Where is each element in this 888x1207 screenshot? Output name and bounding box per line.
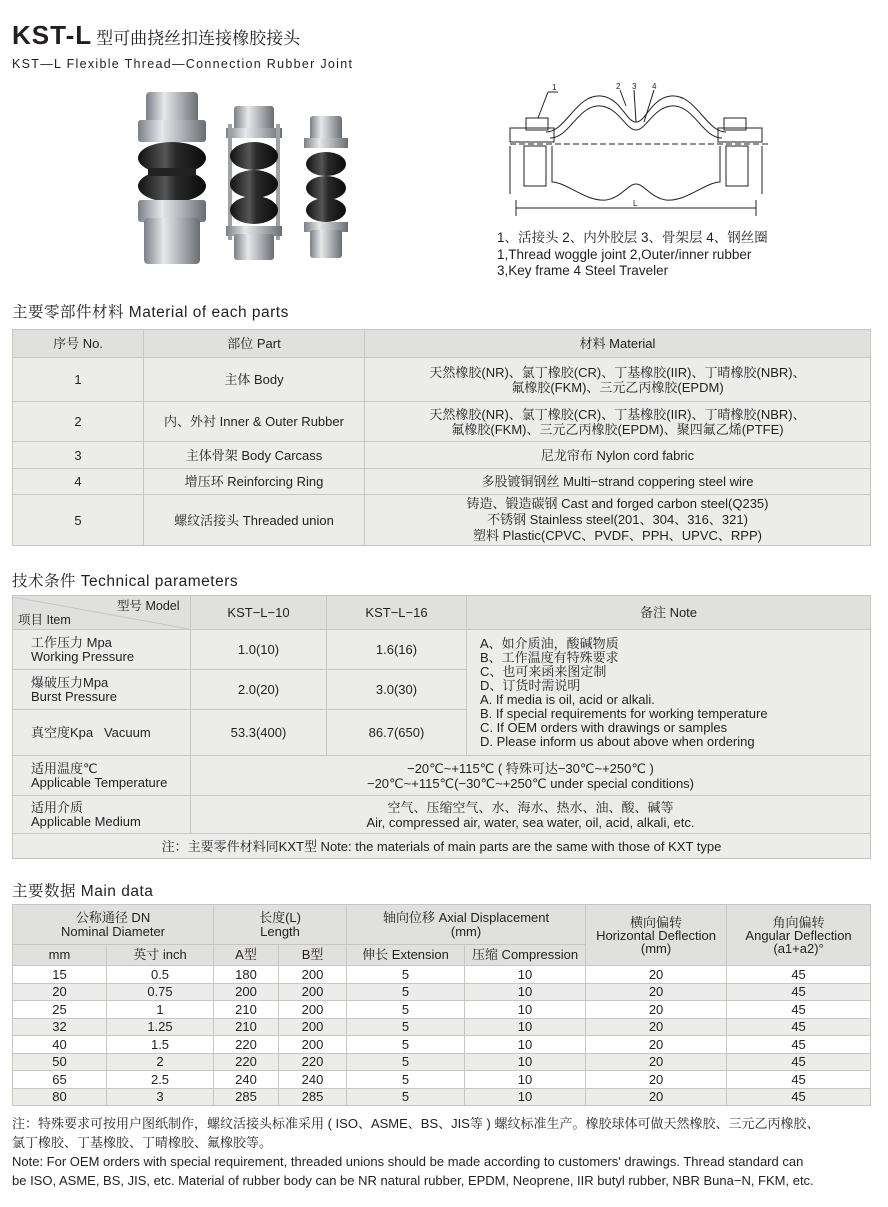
- table-row: [13, 796, 871, 834]
- note-cell: A、如介质油，酸碱物质 B、工作温度有特殊要求 C、也可来函来图定制 D、订货时需说明 A. If media is oil, acid or alkali. B. If special requirements for working temperature C. If OEM orders with drawings or samples D. Please inform us about above when ordering: [467, 630, 871, 756]
- cell-horizontal: 20: [586, 1071, 727, 1089]
- main-data-section-title: 主要数据 Main data: [12, 883, 154, 900]
- cell-inch: 2: [107, 1053, 214, 1071]
- row-no: 1: [13, 358, 144, 402]
- cell-horizontal: 20: [586, 1088, 727, 1106]
- corner-cell: [13, 596, 191, 630]
- value-10: 2.0(20): [191, 670, 327, 710]
- cell-inch: 1.5: [107, 1036, 214, 1054]
- diagram-label-2: 2: [616, 82, 621, 91]
- cell-length-b: 240: [279, 1071, 347, 1089]
- main-header-row-1: [13, 905, 871, 945]
- cell-length-b: 200: [279, 983, 347, 1001]
- table-row: [13, 358, 871, 402]
- cell-angular: 45: [727, 1036, 871, 1054]
- cell-extension: 5: [347, 1088, 465, 1106]
- row-material: 天然橡胶(NR)、氯丁橡胶(CR)、丁基橡胶(IIR)、丁晴橡胶(NBR)、 氟橡胶(FKM)、三元乙丙橡胶(EPDM)、聚四氟乙烯(PTFE): [365, 402, 871, 442]
- col-note: 备注 Note: [467, 596, 871, 630]
- cell-mm: 32: [13, 1018, 107, 1036]
- table-row: [13, 495, 871, 546]
- cell-extension: 5: [347, 966, 465, 984]
- row-material: 天然橡胶(NR)、氯丁橡胶(CR)、丁基橡胶(IIR)、丁晴橡胶(NBR)、 氟橡胶(FKM)、三元乙丙橡胶(EPDM): [365, 358, 871, 402]
- joint-medium: [226, 106, 282, 260]
- main-data-table: [12, 904, 871, 1106]
- table-row: [13, 1053, 871, 1071]
- table-row: [13, 1018, 871, 1036]
- cell-extension: 5: [347, 1001, 465, 1019]
- note-en-1: Note: For OEM orders with special requirement, threaded unions should be made according to customers' drawings. Thread standard can: [12, 1154, 804, 1169]
- cell-angular: 45: [727, 1053, 871, 1071]
- title-en: KST—L Flexible Thread—Connection Rubber Joint: [12, 57, 354, 71]
- h-nominal-diameter: 公称通径 DN Nominal Diameter: [13, 905, 214, 945]
- cell-angular: 45: [727, 1088, 871, 1106]
- cell-horizontal: 20: [586, 983, 727, 1001]
- cell-inch: 3: [107, 1088, 214, 1106]
- row-no: 5: [13, 495, 144, 546]
- page-title: [12, 20, 300, 51]
- cell-extension: 5: [347, 1071, 465, 1089]
- corner-diagonal: [13, 597, 189, 629]
- cell-compression: 10: [465, 1018, 586, 1036]
- temperature-value: −20℃~+115℃ ( 特殊可达−30℃~+250℃ ) −20℃~+115℃(−30℃~+250℃ under special conditions): [191, 756, 871, 796]
- technical-table: [12, 595, 871, 859]
- row-part: 增压环 Reinforcing Ring: [144, 469, 365, 495]
- cell-length-b: 200: [279, 966, 347, 984]
- main-data-rows: [13, 966, 871, 1106]
- table-row: [13, 1001, 871, 1019]
- materials-table: [12, 329, 871, 546]
- col-kst-l-16: KST−L−16: [327, 596, 467, 630]
- param-working-pressure: 工作压力 Mpa Working Pressure: [13, 630, 191, 670]
- corner-item-label: 项目 Item: [18, 612, 71, 627]
- cell-compression: 10: [465, 1088, 586, 1106]
- table-row: [13, 442, 871, 469]
- cell-compression: 10: [465, 1001, 586, 1019]
- cell-extension: 5: [347, 1036, 465, 1054]
- cell-angular: 45: [727, 1001, 871, 1019]
- legend-cn: 1、活接头 2、内外胶层 3、骨架层 4、钢丝圈: [497, 230, 768, 245]
- cell-length-a: 210: [214, 1001, 279, 1019]
- product-photo: [128, 88, 386, 274]
- cell-extension: 5: [347, 983, 465, 1001]
- h-mm: mm: [13, 945, 107, 966]
- h-inch: 英寸 inch: [107, 945, 214, 966]
- cell-length-a: 240: [214, 1071, 279, 1089]
- value-16: 86.7(650): [327, 710, 467, 756]
- cell-length-b: 220: [279, 1053, 347, 1071]
- cell-mm: 25: [13, 1001, 107, 1019]
- h-angular-deflection: 角向偏转 Angular Deflection (a1+a2)°: [727, 905, 871, 966]
- cell-extension: 5: [347, 1018, 465, 1036]
- cell-angular: 45: [727, 983, 871, 1001]
- h-type-a: A型: [214, 945, 279, 966]
- diagram-label-4: 4: [652, 82, 657, 91]
- row-part: 主体 Body: [144, 358, 365, 402]
- cell-horizontal: 20: [586, 1036, 727, 1054]
- legend-en-1: 1,Thread woggle joint 2,Outer/inner rubber: [497, 247, 752, 262]
- row-part: 内、外衬 Inner & Outer Rubber: [144, 402, 365, 442]
- cell-horizontal: 20: [586, 1018, 727, 1036]
- cell-compression: 10: [465, 1071, 586, 1089]
- cell-mm: 40: [13, 1036, 107, 1054]
- diagram-label-1: 1: [552, 83, 557, 92]
- table-row: [13, 983, 871, 1001]
- table-footer-row: [13, 834, 871, 859]
- materials-header-row: [13, 330, 871, 358]
- cell-horizontal: 20: [586, 1001, 727, 1019]
- cell-horizontal: 20: [586, 966, 727, 984]
- note-cn-2: 氯丁橡胶、丁基橡胶、丁晴橡胶、氟橡胶等。: [12, 1135, 273, 1150]
- cell-mm: 50: [13, 1053, 107, 1071]
- cell-inch: 0.5: [107, 966, 214, 984]
- cell-length-a: 220: [214, 1053, 279, 1071]
- cell-length-a: 180: [214, 966, 279, 984]
- h-extension: 伸长 Extension: [347, 945, 465, 966]
- corner-model-label: 型号 Model: [117, 598, 180, 613]
- col-part: 部位 Part: [144, 330, 365, 358]
- h-type-b: B型: [279, 945, 347, 966]
- cell-mm: 65: [13, 1071, 107, 1089]
- col-material: 材料 Material: [365, 330, 871, 358]
- cell-mm: 80: [13, 1088, 107, 1106]
- row-material: 多股镀铜钢丝 Multi−strand coppering steel wire: [365, 469, 871, 495]
- cell-inch: 2.5: [107, 1071, 214, 1089]
- diagram-label-3: 3: [632, 82, 637, 91]
- table-row: [13, 630, 871, 670]
- col-no: 序号 No.: [13, 330, 144, 358]
- table-row: [13, 402, 871, 442]
- param-burst-pressure: 爆破压力Mpa Burst Pressure: [13, 670, 191, 710]
- cross-section-diagram: [496, 82, 776, 227]
- cell-angular: 45: [727, 1071, 871, 1089]
- value-16: 3.0(30): [327, 670, 467, 710]
- bottom-notes: [12, 1114, 878, 1190]
- cell-length-b: 200: [279, 1018, 347, 1036]
- value-16: 1.6(16): [327, 630, 467, 670]
- row-material: 铸造、锻造碳钢 Cast and forged carbon steel(Q235) 不锈钢 Stainless steel(201、304、316、321) 塑料 Plastic(CPVC、PVDF、PPH、UPVC、RPP): [365, 495, 871, 546]
- cell-length-b: 285: [279, 1088, 347, 1106]
- cell-angular: 45: [727, 966, 871, 984]
- h-horizontal-deflection: 横向偏转 Horizontal Deflection (mm): [586, 905, 727, 966]
- legend-en-2: 3,Key frame 4 Steel Traveler: [497, 263, 669, 278]
- cell-length-b: 200: [279, 1036, 347, 1054]
- cell-mm: 20: [13, 983, 107, 1001]
- medium-value: 空气、压缩空气、水、海水、热水、油、酸、碱等 Air, compressed air, water, sea water, oil, acid, alkali, etc.: [191, 796, 871, 834]
- cell-length-a: 210: [214, 1018, 279, 1036]
- technical-header-row: [13, 596, 871, 630]
- row-part: 螺纹活接头 Threaded union: [144, 495, 365, 546]
- cell-horizontal: 20: [586, 1053, 727, 1071]
- h-length: 长度(L) Length: [214, 905, 347, 945]
- value-10: 53.3(400): [191, 710, 327, 756]
- cell-length-a: 285: [214, 1088, 279, 1106]
- joint-small: [304, 116, 348, 258]
- row-no: 3: [13, 442, 144, 469]
- technical-footer-note: 注：主要零件材料同KXT型 Note: the materials of main parts are the same with those of KXT type: [13, 834, 871, 859]
- table-row: [13, 756, 871, 796]
- row-no: 4: [13, 469, 144, 495]
- row-material: 尼龙帘布 Nylon cord fabric: [365, 442, 871, 469]
- note-cn-1: 注：特殊要求可按用户图纸制作，螺纹活接头标准采用 ( ISO、ASME、BS、JIS等 ) 螺纹标准生产。橡胶球体可做天然橡胶、三元乙丙橡胶、: [12, 1116, 820, 1131]
- h-axial-displacement: 轴向位移 Axial Displacement (mm): [347, 905, 586, 945]
- note-en-2: be ISO, ASME, BS, JIS, etc. Material of rubber body can be NR natural rubber, EPDM, Neoprene, IIR butyl rubber, NBR Buna−N, FKM, etc.: [12, 1173, 814, 1188]
- value-10: 1.0(10): [191, 630, 327, 670]
- table-row: [13, 1036, 871, 1054]
- cell-extension: 5: [347, 1053, 465, 1071]
- table-row: [13, 469, 871, 495]
- cell-compression: 10: [465, 966, 586, 984]
- param-medium: 适用介质 Applicable Medium: [13, 796, 191, 834]
- table-row: [13, 1071, 871, 1089]
- technical-section-title: 技术条件 Technical parameters: [12, 573, 239, 590]
- materials-section-title: 主要零部件材料 Material of each parts: [12, 304, 289, 321]
- h-compression: 压缩 Compression: [465, 945, 586, 966]
- param-temperature: 适用温度℃ Applicable Temperature: [13, 756, 191, 796]
- joint-large: [138, 92, 206, 264]
- cell-length-a: 220: [214, 1036, 279, 1054]
- cell-compression: 10: [465, 983, 586, 1001]
- cell-length-b: 200: [279, 1001, 347, 1019]
- table-row: [13, 966, 871, 984]
- cell-mm: 15: [13, 966, 107, 984]
- diagram-label-l: L: [633, 199, 638, 208]
- param-vacuum: 真空度Kpa Vacuum: [13, 710, 191, 756]
- col-kst-l-10: KST−L−10: [191, 596, 327, 630]
- cell-compression: 10: [465, 1053, 586, 1071]
- title-cn: 型可曲挠丝扣连接橡胶接头: [96, 29, 301, 48]
- cell-inch: 1.25: [107, 1018, 214, 1036]
- row-part: 主体骨架 Body Carcass: [144, 442, 365, 469]
- cell-length-a: 200: [214, 983, 279, 1001]
- table-row: [13, 1088, 871, 1106]
- cell-compression: 10: [465, 1036, 586, 1054]
- cell-inch: 1: [107, 1001, 214, 1019]
- row-no: 2: [13, 402, 144, 442]
- model-name: KST-L: [12, 20, 93, 50]
- cell-inch: 0.75: [107, 983, 214, 1001]
- cell-angular: 45: [727, 1018, 871, 1036]
